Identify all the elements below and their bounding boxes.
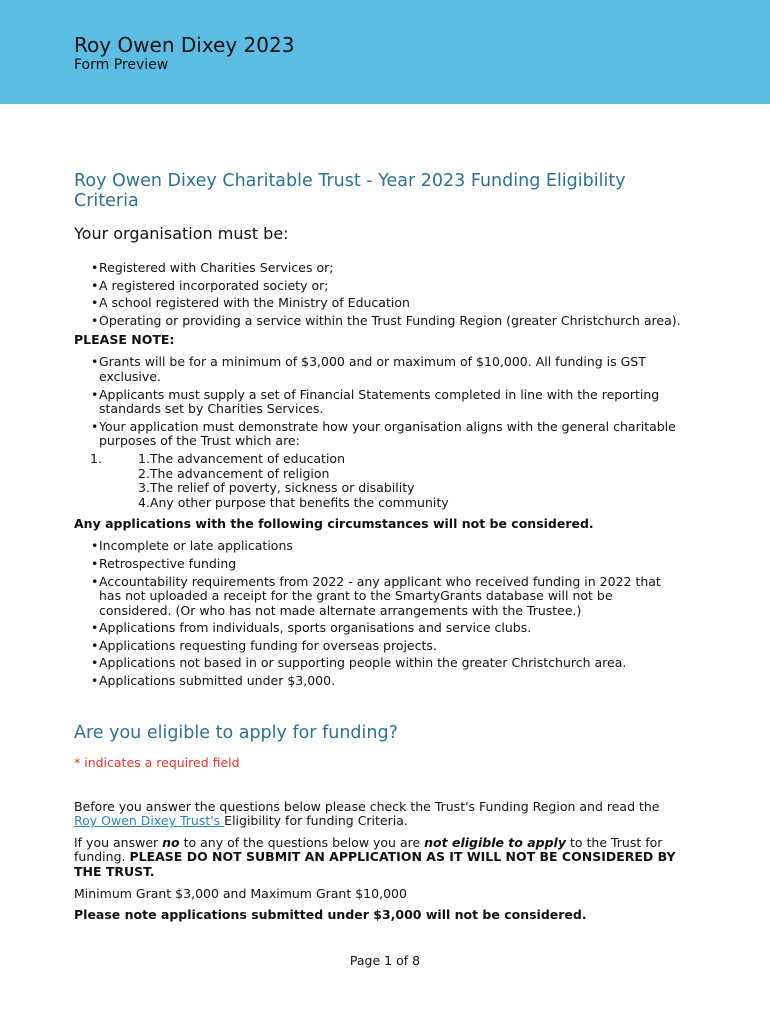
page-number: Page 1 of 8 — [349, 953, 421, 968]
bullet-icon: • — [91, 555, 99, 571]
list-item: • Applications requesting funding for overseas projects. — [91, 637, 437, 653]
list-item: • Accountability requirements from 2022 - any applicant who received funding in 2022 that has not uploaded a receipt for the grant to the SmartyGrants database will not be considered. (Or who has not made alternate arrangements with the Trustee.) — [91, 573, 661, 618]
list-item: • Retrospective funding — [91, 555, 237, 571]
funding-region-paragraph: Before you answer the questions below please check the Trust's Funding Region and read the Roy Owen Dixey Trust's Eligibility for funding Criteria. — [74, 798, 660, 829]
bullet-icon: • — [91, 295, 99, 311]
requirements-list — [74, 261, 684, 328]
ineligibility-warning: If you answer no to any of the questions below you are not eligible to apply to the Trust for funding. PLEASE DO NOT SUBMIT AN APPLICATION AS IT WILL NOT BE CONSIDERED BY THE TRUST. — [74, 834, 676, 880]
list-item: • Applications submitted under $3,000. — [91, 673, 336, 689]
list-item: 3.The relief of poverty, sickness or disability — [138, 480, 415, 496]
requirements-intro: Your organisation must be: — [74, 224, 289, 243]
list-item: • Your application must demonstrate how your organisation aligns with the general charitable purposes of the Trust which are: — [91, 418, 676, 449]
bullet-icon: • — [91, 277, 99, 293]
list-item: • Applications not based in or supporting people within the greater Christchurch area. — [91, 655, 627, 671]
grant-range-text: Minimum Grant $3,000 and Maximum Grant $10,000 — [74, 885, 407, 901]
bullet-icon: • — [91, 637, 99, 653]
form-title: Roy Owen Dixey 2023 — [74, 33, 295, 57]
list-item: • Registered with Charities Services or; — [91, 260, 334, 275]
trust-criteria-link[interactable]: Roy Owen Dixey Trust's — [74, 813, 225, 829]
bullet-icon: • — [91, 573, 99, 589]
please-note-label: PLEASE NOTE: — [74, 332, 175, 348]
bullet-icon: • — [91, 260, 99, 275]
list-item: • A registered incorporated society or; — [91, 277, 329, 293]
exclusions-heading: Any applications with the following circumstances will not be considered. — [74, 516, 594, 532]
list-item: • Incomplete or late applications — [91, 538, 293, 554]
minimum-amount-warning: Please note applications submitted under $3,000 will not be considered. — [74, 907, 587, 923]
required-field-note: * indicates a required field — [74, 754, 240, 770]
bullet-icon: • — [91, 538, 99, 554]
form-content — [74, 171, 684, 930]
eligibility-section — [74, 723, 684, 923]
list-item: • Applications from individuals, sports organisations and service clubs. — [91, 620, 532, 636]
form-subtitle: Form Preview — [74, 57, 169, 73]
bullet-icon: • — [91, 655, 99, 671]
bullet-icon: • — [91, 354, 99, 370]
list-item: • Grants will be for a minimum of $3,000 and or maximum of $10,000. All funding is GST exclusive. — [91, 354, 646, 384]
list-number: 1. — [90, 450, 102, 466]
eligibility-question-heading: Are you eligible to apply for funding? — [74, 722, 398, 743]
bullet-icon: • — [91, 418, 99, 434]
list-item: 4.Any other purpose that benefits the community — [138, 494, 449, 510]
list-item: 2.The advancement of religion — [138, 465, 330, 481]
page-header — [0, 0, 770, 104]
bullet-icon: • — [91, 386, 99, 402]
list-item: • A school registered with the Ministry of Education — [91, 295, 410, 311]
list-item: • Operating or providing a service within the Trust Funding Region (greater Christchurch area). — [91, 312, 681, 328]
bullet-icon: • — [91, 620, 99, 636]
charitable-purposes-list — [74, 452, 684, 510]
list-item: • Applicants must supply a set of Financial Statements completed in line with the reporting standards set by Charities Services. — [91, 386, 660, 417]
exclusions-list — [74, 539, 684, 688]
eligibility-criteria-heading: Roy Owen Dixey Charitable Trust - Year 2023 Funding Eligibility Criteria — [74, 171, 626, 211]
list-item: 1. 1.The advancement of education — [90, 450, 345, 466]
bullet-icon: • — [91, 312, 99, 328]
notes-list — [74, 355, 684, 449]
bullet-icon: • — [91, 673, 99, 689]
